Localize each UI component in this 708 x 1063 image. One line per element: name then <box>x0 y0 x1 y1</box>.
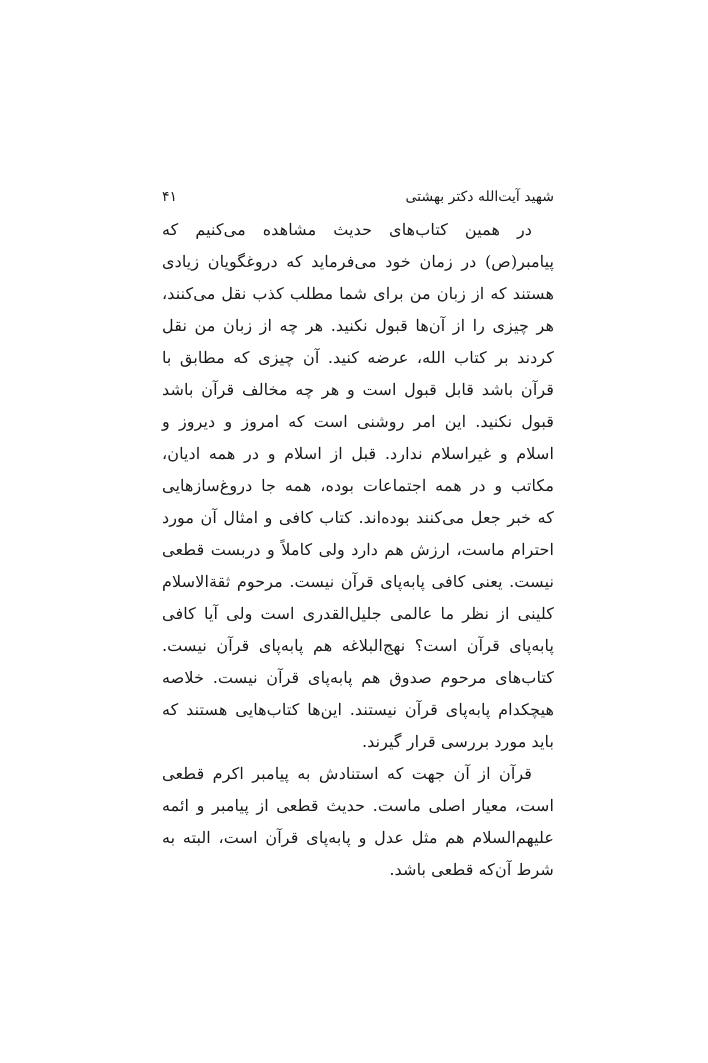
text-line: کلینی از نظر ما عالمی جلیل‌القدری است ولی آیا کافی <box>162 604 554 623</box>
text-line: قرآن از آن جهت که استنادش به پیامبر اکرم قطعی <box>162 764 532 783</box>
text-line: اسلام و غیراسلام ندارد. قبل از اسلام و در همه ادیان، <box>162 444 554 463</box>
text-line: است، معیار اصلی ماست. حدیث قطعی از پیامبر و ائمه <box>162 796 554 815</box>
running-header <box>162 186 554 208</box>
text-line: هستند که از زبان من برای شما مطلب کذب نقل می‌کنند، <box>162 284 554 303</box>
text-line: مکاتب و در همه اجتماعات بوده، همه جا دروغ‌سازهایی <box>162 476 554 495</box>
running-title: شهید آیت‌الله دکتر بهشتی <box>405 189 554 205</box>
text-line: هیچکدام پابه‌پای قرآن نیستند. این‌ها کتاب‌هایی هستند که <box>162 700 554 719</box>
paragraph-1 <box>162 214 554 758</box>
paragraph-2 <box>162 758 554 886</box>
text-line: هر چیزی را از آن‌ها قبول نکنید. هر چه از زبان من نقل <box>162 316 554 335</box>
text-line: قرآن باشد قابل قبول است و هر چه مخالف قرآن باشد <box>162 380 554 399</box>
text-line: کردند بر کتاب الله، عرضه کنید. آن چیزی که مطابق با <box>162 348 554 367</box>
text-line: در همین کتاب‌های حدیث مشاهده می‌کنیم که <box>162 220 532 239</box>
text-line: پابه‌پای قرآن است؟ نهج‌البلاغه هم پابه‌پای قرآن نیست. <box>162 636 554 655</box>
text-line: علیهم‌السلام هم مثل عدل و پابه‌پای قرآن است، البته به <box>162 828 554 847</box>
text-line: نیست. یعنی کافی پابه‌پای قرآن نیست. مرحوم ثقةالاسلام <box>162 572 554 591</box>
text-line: باید مورد بررسی قرار گیرند. <box>361 732 554 751</box>
text-line: که خبر جعل می‌کنند بوده‌اند. کتاب کافی و امثال آن مورد <box>162 508 554 527</box>
text-line: کتاب‌های مرحوم صدوق هم پابه‌پای قرآن نیست. خلاصه <box>162 668 554 687</box>
page-number: ۴۱ <box>162 189 178 205</box>
text-line: قبول نکنید. این امر روشنی است که امروز و دیروز و <box>162 412 554 431</box>
book-page <box>162 186 554 886</box>
text-line: احترام ماست، ارزش هم دارد ولی کاملاً و دربست قطعی <box>162 540 554 559</box>
text-line: پیامبر(ص) در زمان خود می‌فرماید که دروغگویان زیادی <box>162 252 554 271</box>
text-line: شرط آن‌که قطعی باشد. <box>389 860 554 879</box>
